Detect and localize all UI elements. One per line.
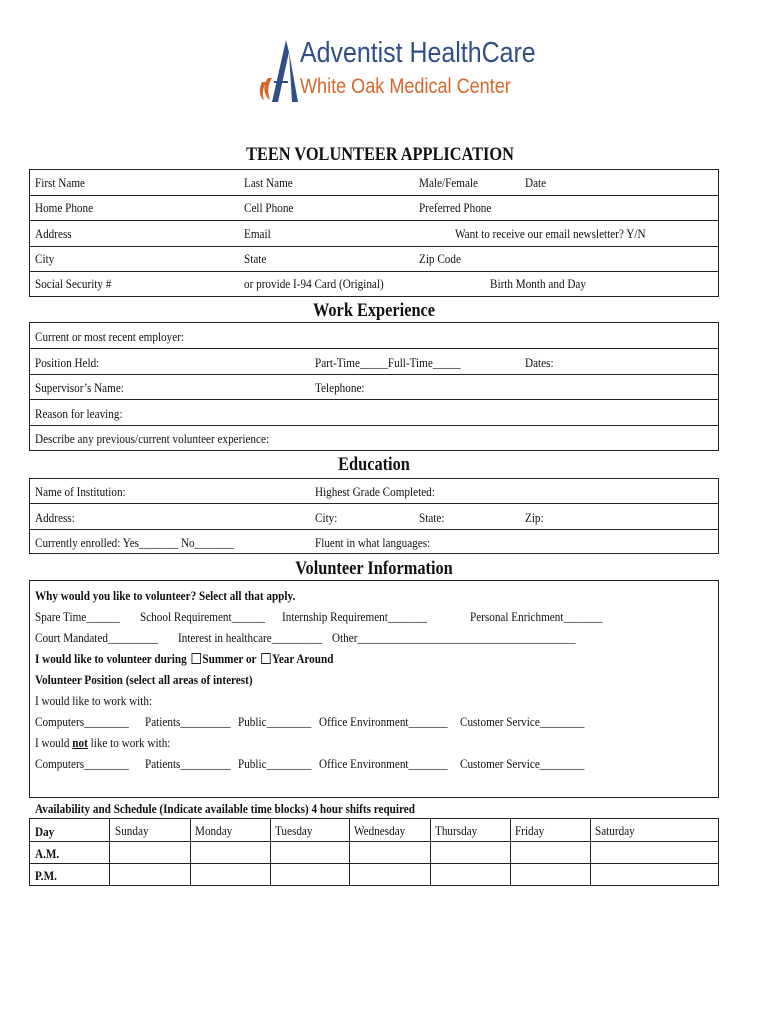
telephone-field[interactable]: Telephone:: [315, 380, 365, 395]
supervisor-field[interactable]: Supervisor’s Name:: [35, 380, 124, 395]
edu-state-field[interactable]: State:: [419, 510, 445, 525]
internship-option[interactable]: Internship Requirement_______: [282, 609, 428, 624]
volunteer-during-label: I would like to volunteer during: [35, 651, 187, 666]
date-field[interactable]: Date: [525, 175, 547, 190]
notlike-computers-option[interactable]: Computers________: [35, 756, 129, 771]
zip-field[interactable]: Zip Code: [419, 251, 461, 266]
year-around-checkbox[interactable]: [261, 653, 270, 664]
birth-field[interactable]: Birth Month and Day: [490, 276, 586, 291]
logo-text-line2: White Oak Medical Center: [300, 75, 511, 98]
why-volunteer-label: Why would you like to volunteer? Select all that apply.: [35, 588, 296, 603]
gender-field[interactable]: Male/Female: [419, 175, 478, 190]
other-option[interactable]: Other_______________________________________: [332, 630, 576, 645]
cell-phone-field[interactable]: Cell Phone: [244, 200, 294, 215]
languages-field[interactable]: Fluent in what languages:: [315, 535, 431, 550]
pm-row-label: P.M.: [35, 868, 57, 883]
state-field[interactable]: State: [244, 251, 267, 266]
not-suffix: like to work with:: [87, 735, 171, 750]
summer-label: Summer or: [202, 651, 257, 666]
last-name-field[interactable]: Last Name: [244, 175, 293, 190]
ssn-field[interactable]: Social Security #: [35, 276, 112, 291]
parttime-field[interactable]: Part-Time_____Full-Time_____: [315, 355, 461, 370]
grade-field[interactable]: Highest Grade Completed:: [315, 484, 435, 499]
like-to-work-label: I would like to work with:: [35, 693, 153, 708]
city-field[interactable]: City: [35, 251, 55, 266]
work-heading: Work Experience: [312, 300, 436, 321]
day-header: Day: [35, 824, 55, 839]
saturday-header: Saturday: [595, 823, 635, 838]
wednesday-header: Wednesday: [354, 823, 406, 838]
volunteer-experience-field[interactable]: Describe any previous/current volunteer experience:: [35, 431, 270, 446]
volunteer-during-line: [35, 651, 333, 666]
newsletter-field[interactable]: Want to receive our email newsletter? Y/N: [455, 226, 646, 241]
school-requirement-option[interactable]: School Requirement______: [140, 609, 266, 624]
monday-header: Monday: [195, 823, 233, 838]
like-computers-option[interactable]: Computers________: [35, 714, 129, 729]
am-row-label: A.M.: [35, 846, 60, 861]
availability-heading: Availability and Schedule (Indicate available time blocks) 4 hour shifts required: [35, 801, 415, 816]
institution-field[interactable]: Name of Institution:: [35, 484, 126, 499]
reason-field[interactable]: Reason for leaving:: [35, 406, 123, 421]
logo-text-line1: Adventist HealthCare: [300, 37, 536, 69]
not-prefix: I would: [35, 735, 73, 750]
summer-checkbox[interactable]: [191, 653, 200, 664]
not-like-to-work-label: [35, 735, 170, 750]
edu-address-field[interactable]: Address:: [35, 510, 75, 525]
page-title: TEEN VOLUNTEER APPLICATION: [246, 144, 514, 165]
edu-city-field[interactable]: City:: [315, 510, 338, 525]
notlike-patients-option[interactable]: Patients_________: [145, 756, 231, 771]
year-around-label: Year Around: [272, 651, 334, 666]
edu-zip-field[interactable]: Zip:: [525, 510, 544, 525]
education-heading: Education: [338, 454, 410, 475]
like-customer-service-option[interactable]: Customer Service________: [460, 714, 585, 729]
preferred-phone-field[interactable]: Preferred Phone: [419, 200, 492, 215]
dates-field[interactable]: Dates:: [525, 355, 554, 370]
logo-a-icon: [258, 38, 302, 104]
tuesday-header: Tuesday: [275, 823, 313, 838]
like-public-option[interactable]: Public________: [238, 714, 312, 729]
like-patients-option[interactable]: Patients_________: [145, 714, 231, 729]
not-word: not: [72, 735, 88, 750]
enrolled-field[interactable]: Currently enrolled: Yes_______ No_______: [35, 535, 234, 550]
address-field[interactable]: Address: [35, 226, 72, 241]
like-office-option[interactable]: Office Environment_______: [319, 714, 448, 729]
home-phone-field[interactable]: Home Phone: [35, 200, 94, 215]
employer-field[interactable]: Current or most recent employer:: [35, 329, 185, 344]
spare-time-option[interactable]: Spare Time______: [35, 609, 120, 624]
volunteer-heading: Volunteer Information: [295, 558, 453, 579]
healthcare-interest-option[interactable]: Interest in healthcare_________: [178, 630, 323, 645]
i94-field[interactable]: or provide I-94 Card (Original): [244, 276, 384, 291]
friday-header: Friday: [515, 823, 545, 838]
notlike-customer-service-option[interactable]: Customer Service________: [460, 756, 585, 771]
thursday-header: Thursday: [435, 823, 478, 838]
personal-enrichment-option[interactable]: Personal Enrichment_______: [470, 609, 603, 624]
first-name-field[interactable]: First Name: [35, 175, 86, 190]
court-mandated-option[interactable]: Court Mandated_________: [35, 630, 159, 645]
volunteer-position-heading: Volunteer Position (select all areas of interest): [35, 672, 253, 687]
sunday-header: Sunday: [115, 823, 149, 838]
position-field[interactable]: Position Held:: [35, 355, 100, 370]
notlike-office-option[interactable]: Office Environment_______: [319, 756, 448, 771]
email-field[interactable]: Email: [244, 226, 271, 241]
notlike-public-option[interactable]: Public________: [238, 756, 312, 771]
